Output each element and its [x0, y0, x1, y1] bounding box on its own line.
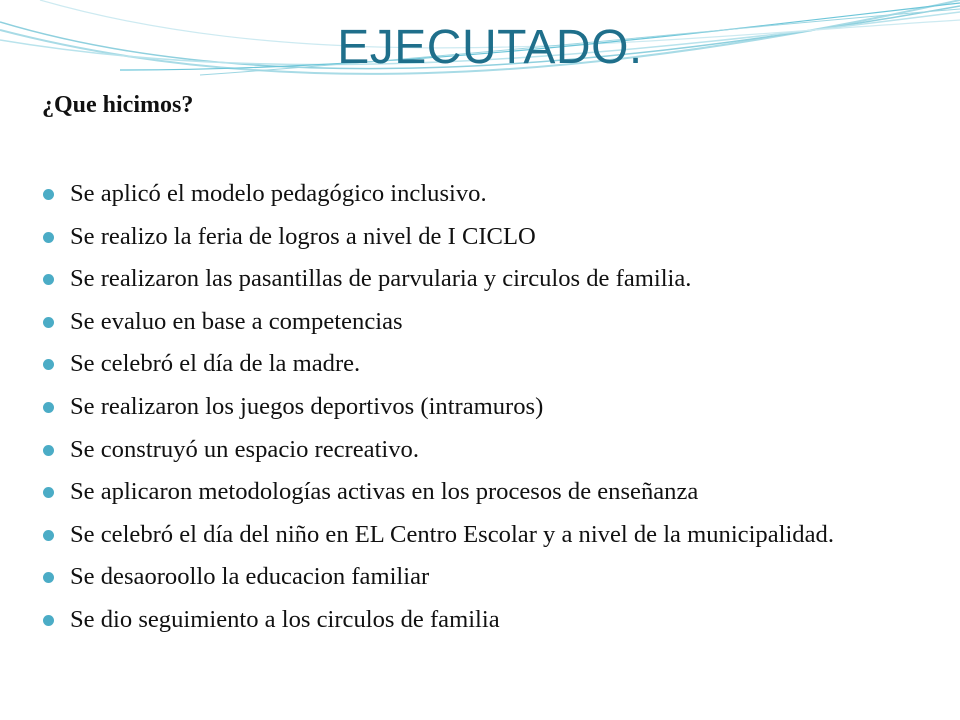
list-item: Se realizo la feria de logros a nivel de I CICLO: [40, 219, 950, 255]
list-item: Se realizaron las pasantillas de parvularia y circulos de familia.: [40, 261, 950, 297]
list-item: Se aplicaron metodologías activas en los procesos de enseñanza: [40, 474, 950, 510]
list-item: Se construyó un espacio recreativo.: [40, 432, 950, 468]
list-item: Se aplicó el modelo pedagógico inclusivo.: [40, 176, 950, 212]
slide-subtitle: ¿Que hicimos?: [42, 92, 194, 118]
bullet-list: [40, 176, 950, 645]
list-item: Se realizaron los juegos deportivos (intramuros): [40, 389, 950, 425]
list-item: Se celebró el día de la madre.: [40, 346, 950, 382]
list-item: Se evaluo en base a competencias: [40, 304, 950, 340]
slide-title: EJECUTADO.: [337, 21, 643, 74]
list-item: Se desaoroollo la educacion familiar: [40, 559, 950, 595]
list-item: Se celebró el día del niño en EL Centro Escolar y a nivel de la municipalidad.: [40, 517, 950, 553]
list-item: Se dio seguimiento a los circulos de familia: [40, 602, 950, 638]
